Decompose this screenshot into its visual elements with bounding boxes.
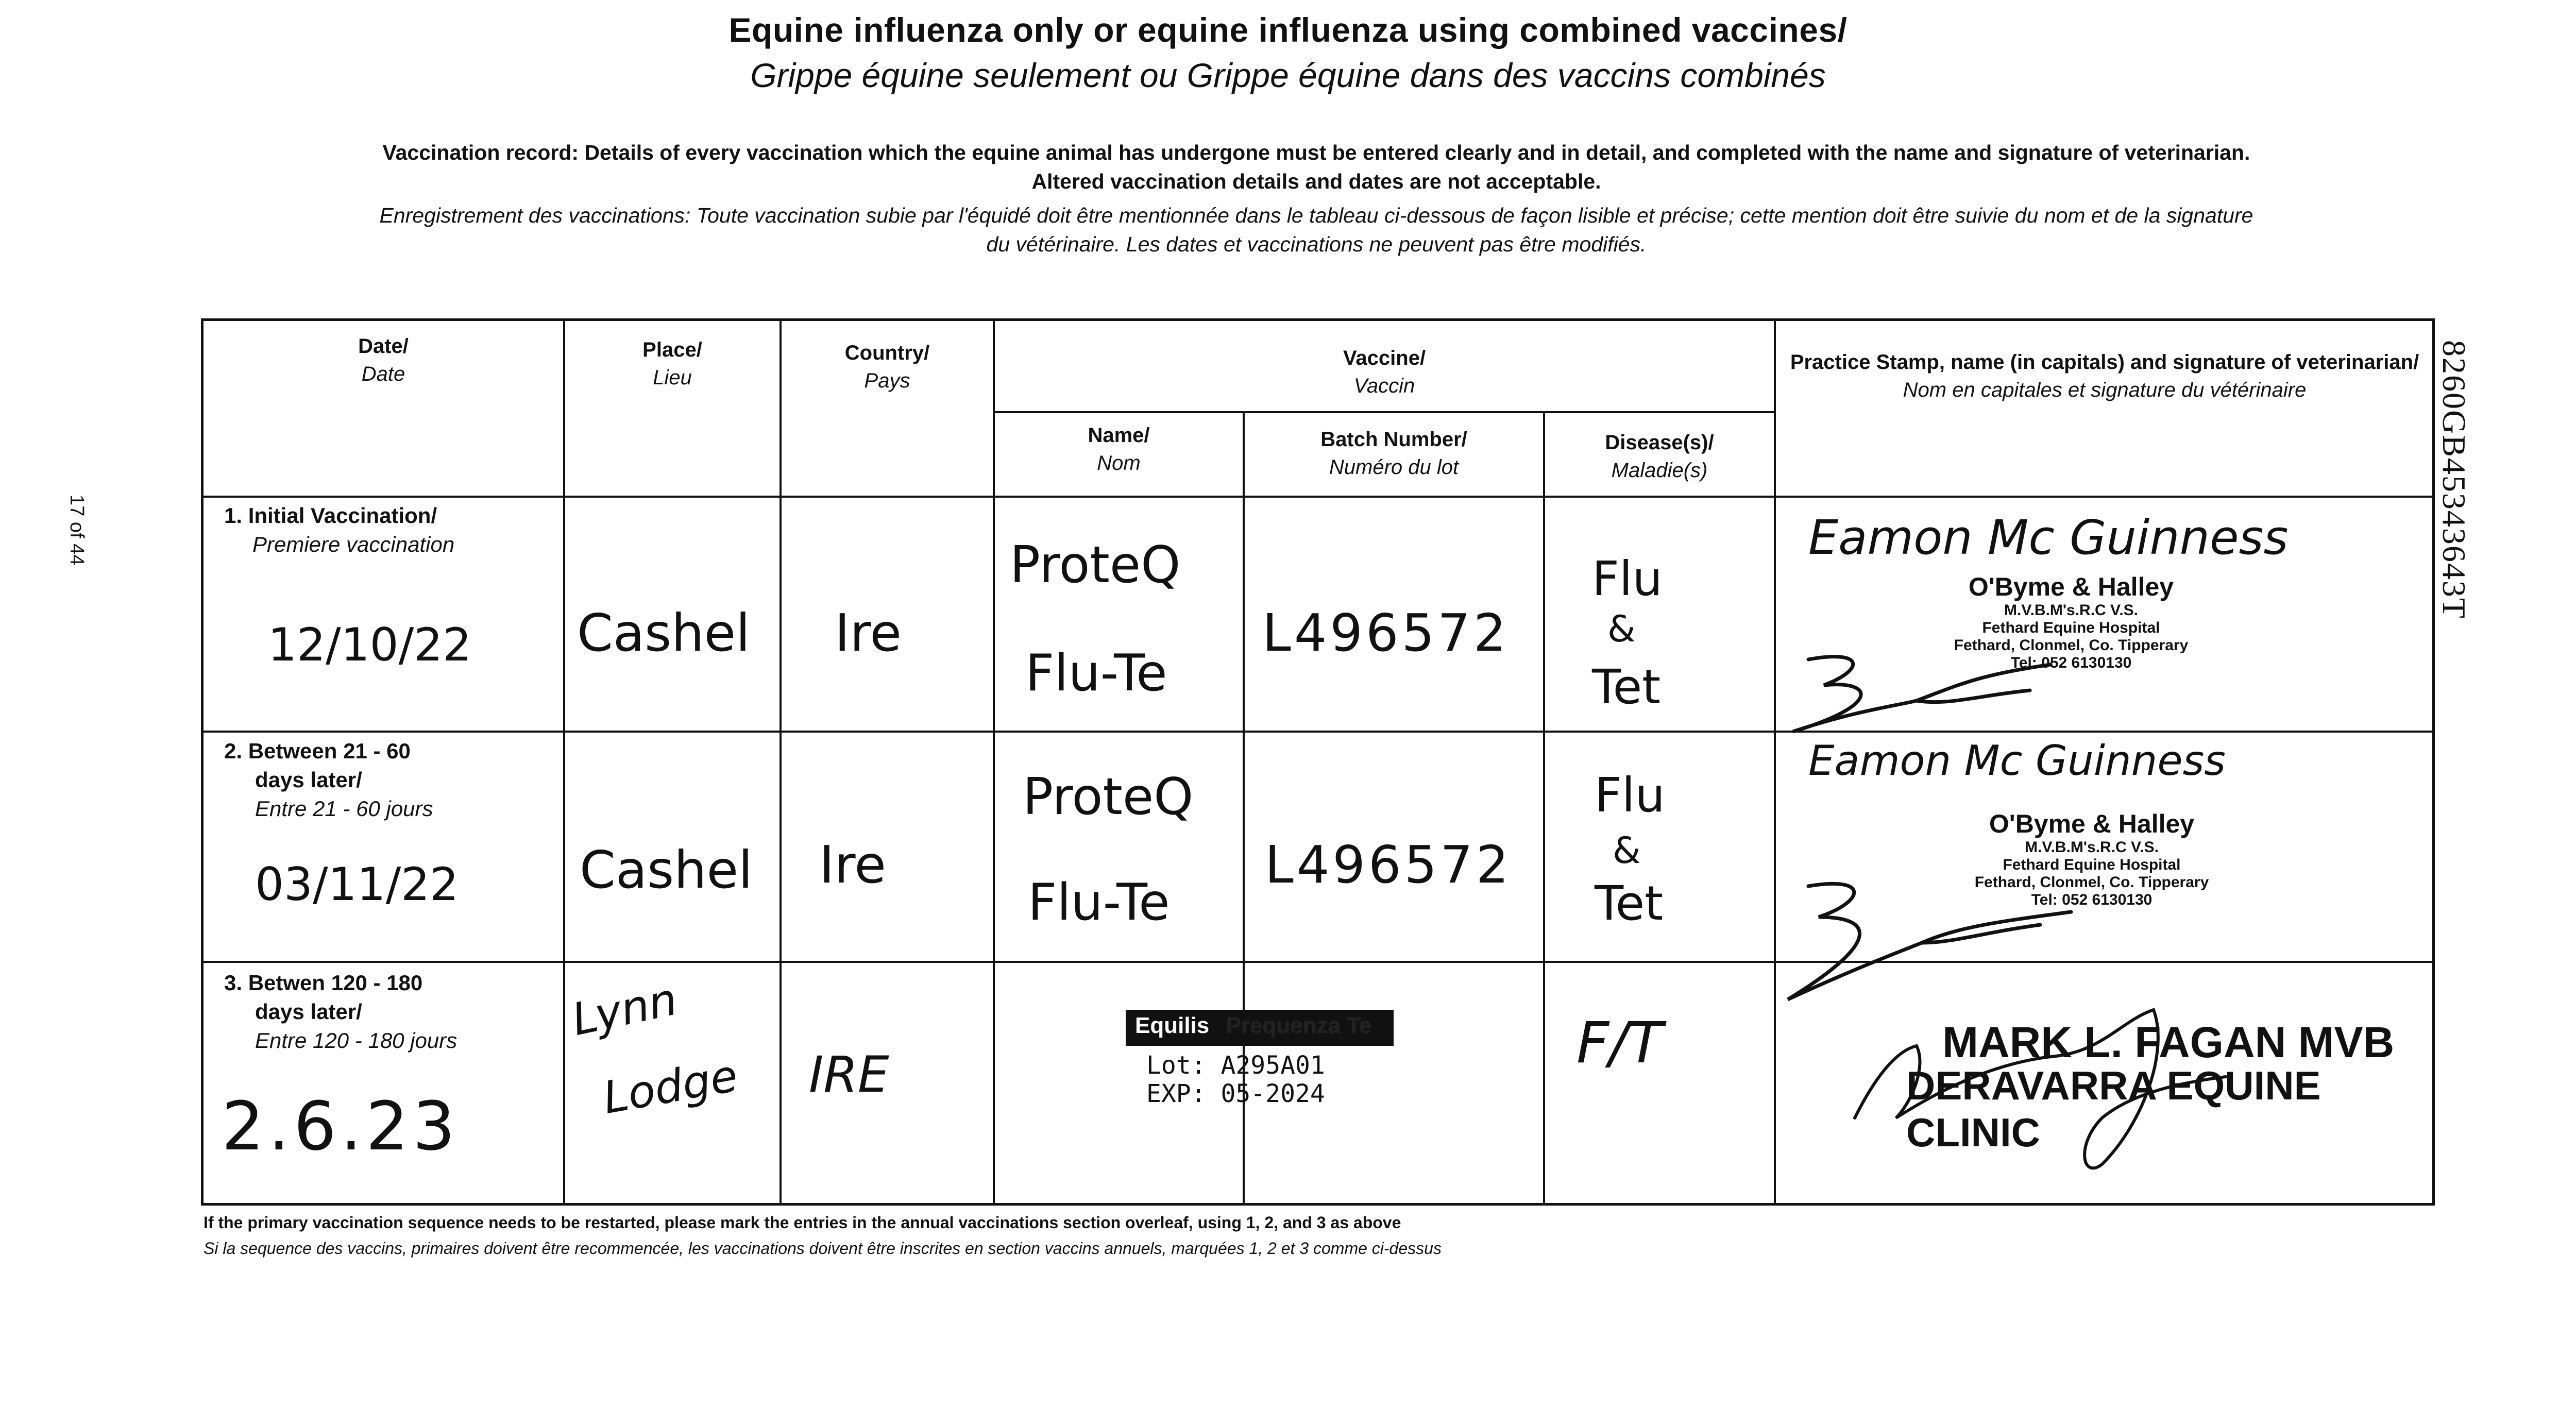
stamp-line: O'Byme & Halley [1968,572,2174,601]
table-divider [779,318,782,1206]
col-header-country-en: Country/ [844,342,930,364]
vaccine-label-lot: Lot: A295A01 [1146,1051,1325,1080]
col-header-batch [1245,426,1543,481]
col-header-name-en: Name/ [1088,424,1150,447]
col-header-place [565,336,779,392]
row-3-date: 2.6.23 [222,1087,460,1165]
row-3-place-2: Lodge [599,1049,742,1125]
footer-note-french: Si la sequence des vaccins, primaires doivent être recommencée, les vaccinations doivent être inscrites en section vaccins annuels, marquées 1, 2 et 3 comme ci-dessus [204,1239,1442,1258]
col-header-name-fr: Nom [1097,452,1141,474]
stamp-line: M.V.B.M's.R.C V.S. [2025,839,2159,856]
row-label-en-1: 3. Betwen 120 - 180 [224,971,423,995]
row-label-second [224,737,433,823]
stamp-line: O'Byme & Halley [1989,809,2195,838]
row-2-disease-2: & [1613,829,1641,872]
row-label-initial [224,501,454,559]
intro-french-line-2: du vétérinaire. Les dates et vaccinations ne peuvent pas être modifiés. [986,232,1647,256]
col-header-disease-fr: Maladie(s) [1611,459,1708,482]
stamp-line: Fethard Equine Hospital [2003,856,2181,873]
intro-english-line-1: Vaccination record: Details of every vaccination which the equine animal has undergone must be entered clearly and in detail, and completed with the name and signature of veterinarian. [382,141,2250,164]
col-header-practice-fr: Nom en capitales et signature du vétérinaire [1903,379,2307,401]
row-2-batch: L496572 [1265,835,1512,895]
col-header-vaccine-en: Vaccine/ [1343,347,1426,369]
col-header-vaccine [995,344,1774,400]
row-2-place: Cashel [580,840,753,900]
row-2-vaccine-name-2: Flu-Te [1028,873,1170,932]
stamp-line: Fethard Equine Hospital [1982,619,2160,636]
row-2-vet-name: Eamon Mc Guinness [1808,737,2226,785]
row-2-country: Ire [819,835,886,895]
col-header-batch-en: Batch Number/ [1320,428,1467,451]
row-label-en-1: 2. Between 21 - 60 [224,739,411,763]
row-label-fr: Entre 21 - 60 jours [255,796,433,821]
col-header-disease [1545,429,1774,484]
table-divider [201,961,2435,963]
row-label-en-2: days later/ [255,999,362,1024]
stamp-line: Tel: 052 6130130 [2010,654,2132,671]
row-1-date: 12/10/22 [268,618,472,671]
row-3-place-1: Lynn [567,973,682,1046]
row-1-batch: L496572 [1262,603,1510,663]
table-divider [1543,412,1545,1206]
row-1-country: Ire [835,603,902,663]
col-header-practice [1783,348,2427,404]
intro-french [201,201,2432,259]
row-1-disease-2: & [1607,608,1636,650]
col-header-batch-fr: Numéro du lot [1329,456,1459,479]
intro-french-line-1: Enregistrement des vaccinations: Toute vaccination subie par l'équidé doit être mentionnée dans le tableau ci-dessous de façon lisible et précise; cette mention doit être suivie du nom et de la signature [379,204,2253,227]
table-divider [201,731,2435,733]
vaccine-label-product: Prequenza Te [1215,1013,1371,1038]
page-subtitle: Grippe équine seulement ou Grippe équine dans des vaccins combinés [750,56,1826,94]
row-1-vet-name: Eamon Mc Guinness [1808,510,2289,565]
stamp-line: DERAVARRA EQUINE CLINIC [1906,1063,2321,1155]
intro-english-line-2: Altered vaccination details and dates are not acceptable. [1031,169,1601,193]
col-header-place-en: Place/ [642,338,702,361]
row-2-date: 03/11/22 [255,858,459,911]
row-3-country: IRE [809,1046,889,1104]
row-label-en-2: days later/ [255,768,362,792]
row-label-third [224,969,457,1055]
stamp-line: Fethard, Clonmel, Co. Tipperary [1954,637,2189,654]
col-header-vaccine-fr: Vaccin [1353,375,1415,397]
col-header-country-fr: Pays [864,369,910,392]
row-1-place: Cashel [577,603,750,663]
col-header-disease-en: Disease(s)/ [1605,431,1714,454]
table-divider [563,318,565,1206]
stamp-line: MARK L. FAGAN MVB [1942,1018,2395,1066]
page-number: 17 of 44 [66,495,88,566]
col-header-country [782,339,993,395]
stamp-line: Tel: 052 6130130 [2031,891,2153,908]
passport-id: 8260GB45343643T [2436,340,2472,619]
page-title: Equine influenza only or equine influenza using combined vaccines/ [728,11,1848,49]
col-header-date-fr: Date [361,363,405,385]
row-2-vaccine-name-1: ProteQ [1023,768,1194,826]
col-header-practice-en: Practice Stamp, name (in capitals) and signature of veterinarian/ [1790,351,2419,374]
row-label-fr: Entre 120 - 180 jours [255,1028,457,1053]
table-divider [993,411,1775,413]
row-1-disease-3: Tet [1592,659,1661,715]
col-header-date-en: Date/ [358,335,409,358]
intro-english [201,138,2432,196]
row-1-vaccine-name-1: ProteQ [1010,536,1181,595]
row-3-disease: F/T [1577,1010,1663,1076]
row-1-disease-1: Flu [1592,551,1663,606]
table-divider [201,496,2435,498]
col-header-name [995,421,1243,477]
stamp-line: M.V.B.M's.R.C V.S. [2004,602,2138,619]
row-3-signature [1834,989,2236,1185]
col-header-place-fr: Lieu [653,366,692,389]
row-2-disease-3: Tet [1595,876,1664,931]
row-label-en: 1. Initial Vaccination/ [224,503,437,528]
vaccine-label-brand: Equilis [1135,1013,1210,1038]
vaccine-label [1126,1010,1394,1046]
vaccine-label-exp: EXP: 05-2024 [1146,1079,1325,1108]
footer-note-english: If the primary vaccination sequence needs to be restarted, please mark the entries in the annual vaccinations section overleaf, using 1, 2, and 3 as above [204,1213,1401,1232]
row-label-fr: Premiere vaccination [252,532,455,556]
col-header-date [204,332,563,388]
stamp-line: Fethard, Clonmel, Co. Tipperary [1974,874,2209,891]
row-1-vaccine-name-2: Flu-Te [1025,644,1167,703]
row-2-disease-1: Flu [1595,768,1665,823]
